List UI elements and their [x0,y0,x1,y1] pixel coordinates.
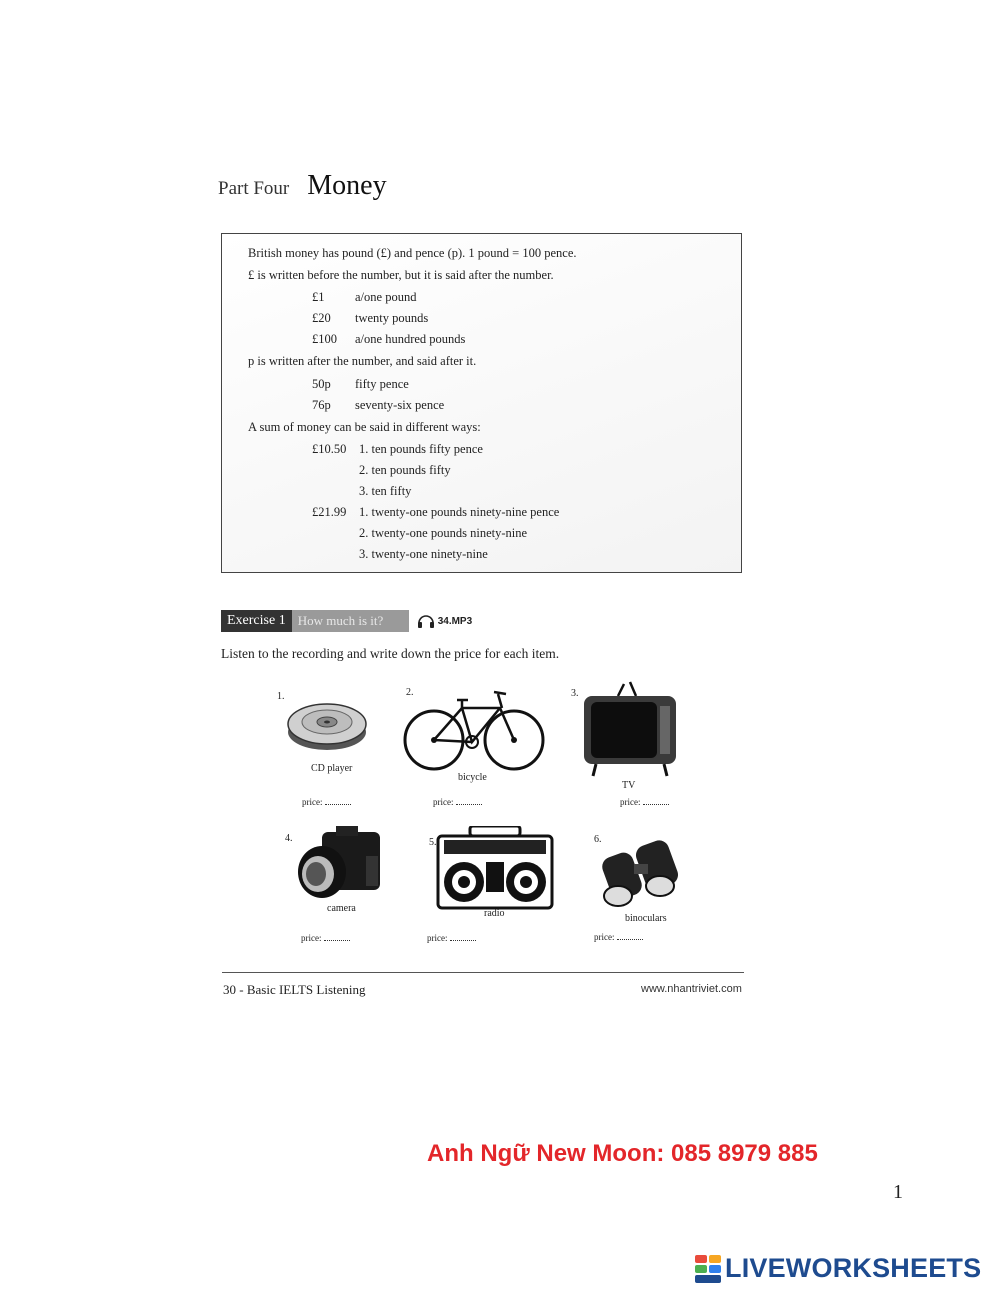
example-amount: £20 [312,311,331,325]
cd-player-image [286,694,368,756]
sum-way: 3. twenty-one ninety-nine [359,547,488,561]
intro-line-1: British money has pound (£) and pence (p). 1 pound = 100 pence. [248,246,577,260]
intro-line-2: £ is written before the number, but it is said after the number. [248,268,554,282]
audio-filename: 34.MP3 [437,615,473,627]
promo-banner: Anh Ngữ New Moon: 085 8979 885 [427,1140,818,1167]
money-rules-box [221,233,742,573]
liveworksheets-wordmark: LIVEWORKSHEETS [725,1253,982,1283]
part-heading [218,170,387,202]
headphones-icon [417,613,435,629]
example-spoken: seventy-six pence [355,398,445,412]
price-field[interactable] [620,797,669,807]
example-spoken: twenty pounds [355,311,429,325]
item-name: CD player [311,763,353,774]
exercise-header [221,610,472,632]
example-amount: 76p [312,398,331,412]
example-spoken: a/one pound [355,290,417,304]
camera-image [296,826,386,902]
item-number: 1. [277,691,285,702]
pence-rule: p is written after the number, and said after it. [248,354,477,368]
price-label: price: [620,797,641,807]
price-field[interactable] [594,932,643,942]
price-label: price: [302,797,323,807]
footer-website: www.nhantriviet.com [641,983,742,995]
audio-track[interactable] [417,613,472,629]
page-title: Money [307,170,387,201]
tv-image [580,680,680,778]
price-field[interactable] [433,797,482,807]
page-number: 1 [893,1181,903,1203]
sum-way: 3. ten fifty [359,484,412,498]
item-number: 6. [594,834,602,845]
sum-way: 1. ten pounds fifty pence [359,442,483,456]
example-amount: £100 [312,332,337,346]
exercise-title: How much is it? [292,610,409,632]
sum-rule: A sum of money can be said in different ways: [248,420,481,434]
price-label: price: [594,932,615,942]
binoculars-image [598,834,688,914]
footer-divider [222,972,744,973]
sum-way: 1. twenty-one pounds ninety-nine pence [359,505,560,519]
example-amount: 50p [312,377,331,391]
sum-amount: £10.50 [312,442,347,456]
exercise-label: Exercise 1 [221,610,292,632]
price-label: price: [301,933,322,943]
footer-book-title: 30 - Basic IELTS Listening [223,982,366,997]
price-field[interactable] [302,797,351,807]
sum-way: 2. twenty-one pounds ninety-nine [359,526,528,540]
price-field[interactable] [427,933,476,943]
example-amount: £1 [312,290,325,304]
sum-amount: £21.99 [312,505,347,519]
item-number: 3. [571,688,579,699]
price-label: price: [427,933,448,943]
item-name: bicycle [458,772,487,783]
bicycle-image [402,686,546,772]
item-name: radio [484,908,505,919]
liveworksheets-logo[interactable] [695,1253,981,1284]
liveworksheets-mark-icon [695,1255,721,1283]
example-spoken: fifty pence [355,377,409,391]
price-label: price: [433,797,454,807]
item-name: TV [622,780,636,791]
part-label: Part Four [218,178,290,199]
price-field[interactable] [301,933,350,943]
example-spoken: a/one hundred pounds [355,332,466,346]
radio-image [436,826,554,910]
sum-way: 2. ten pounds fifty [359,463,451,477]
item-number: 4. [285,833,293,844]
item-number: 2. [406,687,414,698]
item-name: camera [327,903,356,914]
exercise-instruction: Listen to the recording and write down the price for each item. [221,646,560,661]
item-number: 5. [429,837,437,848]
item-name: binoculars [625,913,667,924]
